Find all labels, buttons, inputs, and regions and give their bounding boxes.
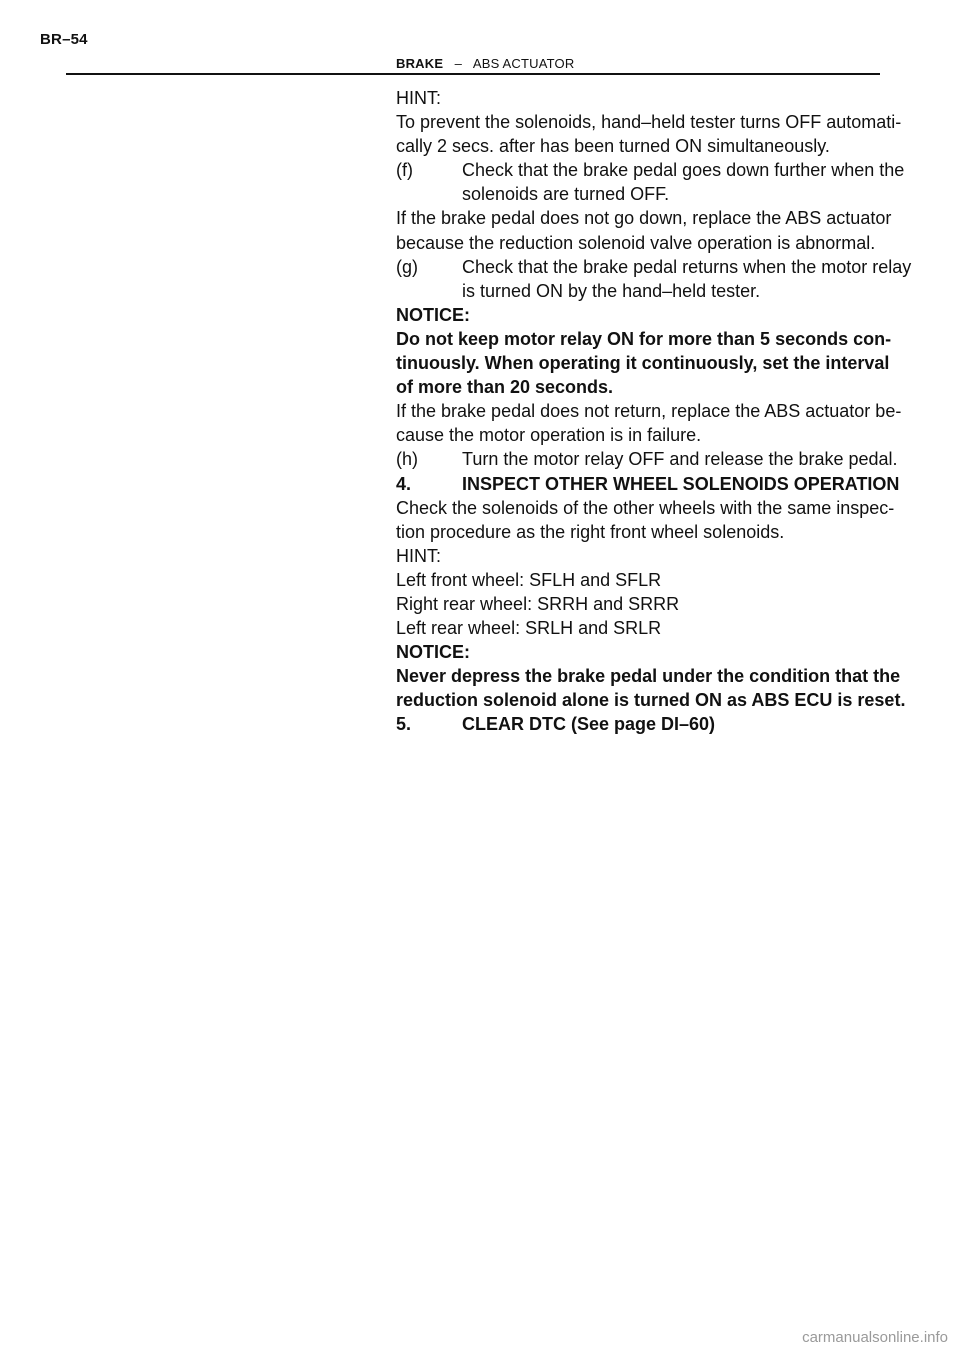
notice-text-line: of more than 20 seconds. (396, 377, 614, 398)
step-text: Check that the brake pedal returns when the motor relay (462, 256, 912, 277)
section-text-line: Check the solenoids of the other wheels with the same inspec- (396, 497, 895, 518)
notice-label: NOTICE: (396, 642, 470, 663)
page-content (396, 86, 916, 737)
result-text-line: If the brake pedal does not go down, replace the ABS actuator (396, 208, 892, 229)
section-number: 5. (396, 714, 412, 735)
header-rule (66, 73, 880, 75)
step-g (396, 255, 916, 279)
hint-text-line: cally 2 secs. after has been turned ON simultaneously. (396, 136, 830, 157)
step-text-continued: solenoids are turned OFF. (462, 184, 670, 205)
hint-label: HINT: (396, 88, 441, 108)
header-separator: – (454, 56, 463, 71)
step-marker: (h) (396, 449, 418, 470)
step-text: Turn the motor relay OFF and release the brake pedal. (462, 449, 898, 470)
wheel-solenoid-item: Right rear wheel: SRRH and SRRR (396, 593, 680, 614)
section-5-heading (396, 712, 916, 736)
wheel-solenoid-item: Left front wheel: SFLH and SFLR (396, 569, 662, 590)
page-number: BR–54 (40, 31, 88, 48)
notice-text-line: Do not keep motor relay ON for more than 5 seconds con- (396, 328, 892, 349)
header-title (396, 56, 574, 71)
hint-label: HINT: (396, 545, 441, 566)
step-h (396, 447, 916, 471)
section-text-line: tion procedure as the right front wheel solenoids. (396, 521, 785, 542)
result-text-line: If the brake pedal does not return, replace the ABS actuator be- (396, 401, 902, 422)
step-text-continued: is turned ON by the hand–held tester. (462, 280, 761, 301)
result-text-line: cause the motor operation is in failure. (396, 425, 702, 446)
step-text: Check that the brake pedal goes down further when the (462, 160, 905, 181)
result-text-line: because the reduction solenoid valve operation is abnormal. (396, 232, 876, 253)
notice-text-line: reduction solenoid alone is turned ON as ABS ECU is reset. (396, 690, 906, 711)
hint-text-line: To prevent the solenoids, hand–held tester turns OFF automati- (396, 112, 902, 133)
notice-text-line: Never depress the brake pedal under the condition that the (396, 666, 901, 687)
step-marker: (f) (396, 160, 413, 181)
notice-label: NOTICE: (396, 304, 470, 325)
watermark-text: carmanualsonline.info (802, 1329, 948, 1346)
step-marker: (g) (396, 256, 418, 277)
step-f (396, 158, 916, 182)
section-4-heading (396, 472, 916, 496)
wheel-solenoid-item: Left rear wheel: SRLH and SRLR (396, 618, 662, 639)
section-title: CLEAR DTC (See page DI–60) (462, 714, 716, 735)
section-number: 4. (396, 473, 412, 494)
section-title: INSPECT OTHER WHEEL SOLENOIDS OPERATION (462, 473, 900, 494)
header-section: BRAKE (396, 56, 444, 71)
notice-text-line: tinuously. When operating it continuously, set the interval (396, 353, 890, 374)
header-subsection: ABS ACTUATOR (472, 56, 575, 71)
